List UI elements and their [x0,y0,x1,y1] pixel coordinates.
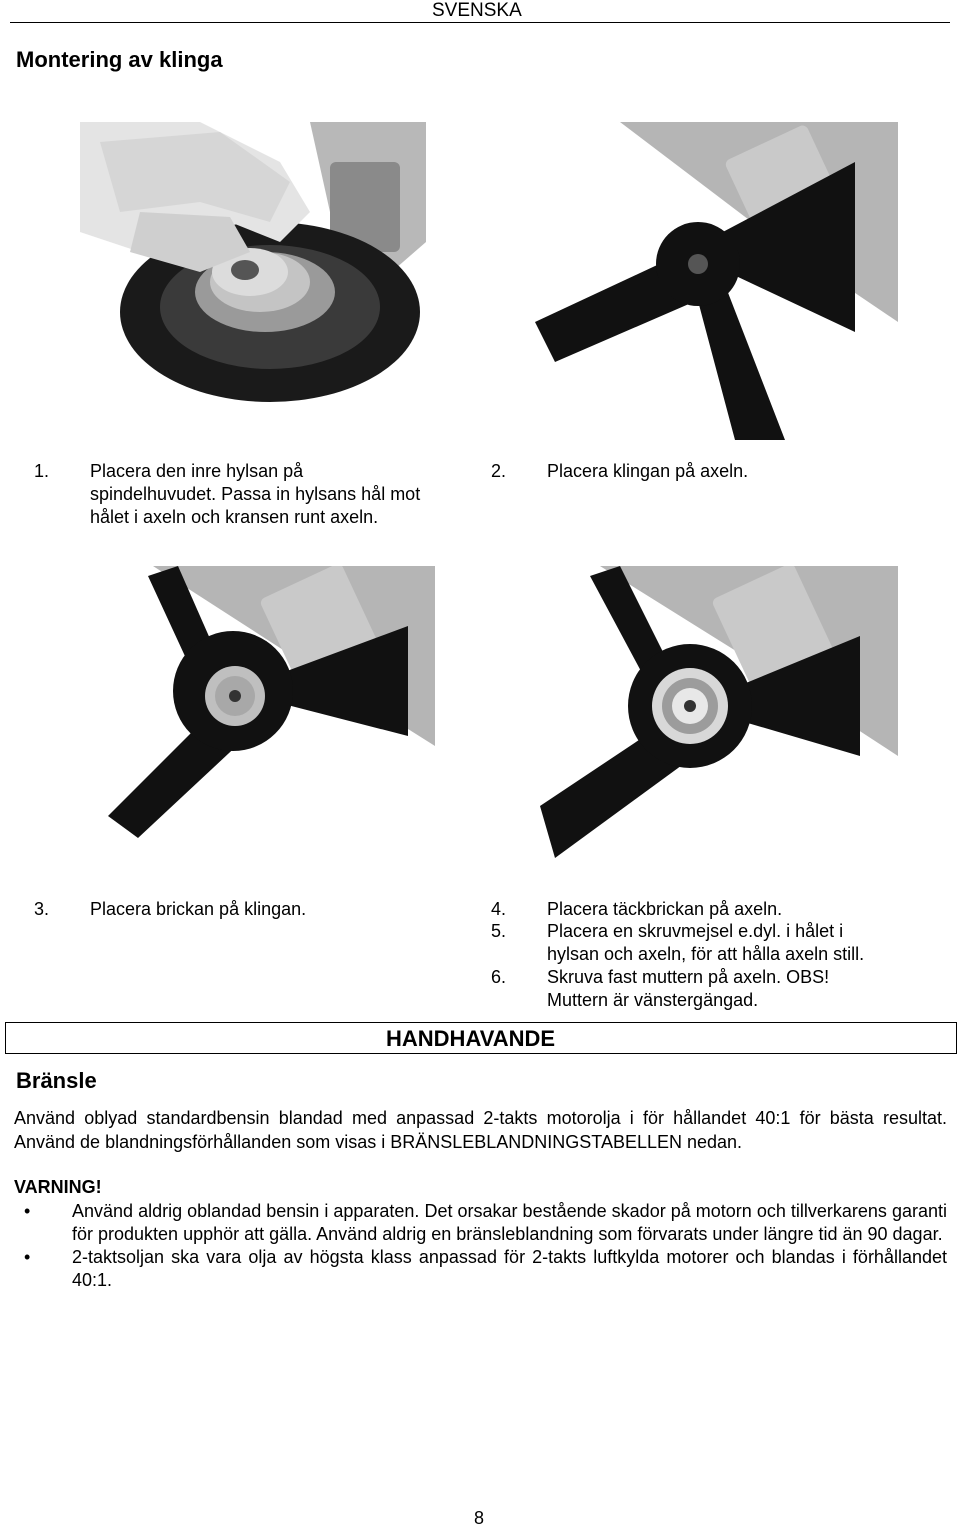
header-divider [10,22,950,23]
step-text-line: Placera klingan på axeln. [547,461,749,481]
bullet-icon: • [24,1247,31,1267]
step-number: 2. [491,461,507,481]
step-number: 6. [491,967,507,987]
photo-blade-on-shaft [535,122,898,440]
step-text-line: hålet i axeln och kransen runt axeln. [90,507,379,527]
step-number: 1. [34,461,50,481]
photo-cover-washer [540,566,898,858]
step-2 [491,460,911,484]
step-text-line: Placera täckbrickan på axeln. [547,899,783,919]
bullet-icon: • [24,1201,31,1221]
step-text-line: Skruva fast muttern på axeln. OBS! [547,967,830,987]
step-text-line: spindelhuvudet. Passa in hylsans hål mot [90,484,421,504]
step-number: 4. [491,899,507,919]
step-1 [34,460,454,532]
photo-washer-on-blade [108,566,435,838]
step-number: 3. [34,899,50,919]
fuel-paragraph: Använd oblyad standardbensin blandad med anpassad 2-takts motorolja i för hållandet 40:1 för bästa resultat. Använd de blandningsförhållanden som visas i BRÄNSLEBLANDNINGSTABELLEN nedan. [14,1108,947,1152]
section-heading-mounting: Montering av klinga [16,47,223,72]
step-text-line: Placera den inre hylsan på [90,461,304,481]
step-5 [491,920,931,968]
page-number: 8 [474,1508,485,1528]
step-4 [491,898,931,922]
list-item [14,1246,947,1292]
header-language: SVENSKA [432,0,522,21]
list-item [14,1200,947,1246]
step-text-line: Placera brickan på klingan. [90,899,307,919]
step-6 [491,966,931,1014]
photo-inner-sleeve [80,122,426,414]
warning-label: VARNING! [14,1177,102,1197]
section-heading-fuel: Bränsle [16,1068,97,1093]
list-item-text: 2-taktsoljan ska vara olja av högsta klass anpassad för 2-takts luftkylda motorer och blandas i förhållandet 40:1. [72,1247,947,1290]
step-text-line: Placera en skruvmejsel e.dyl. i hålet i [547,921,844,941]
section-title-handhavande: HANDHAVANDE [386,1026,556,1051]
step-text-line: Muttern är vänstergängad. [547,990,759,1010]
list-item-text: Använd aldrig oblandad bensin i apparaten. Det orsakar bestående skador på motorn och tillverkarens garanti för produkten upphör att gälla. Använd aldrig en bränsleblandning som förvarats under längre tid än 90 dagar. [72,1201,947,1244]
step-text-line: hylsan och axeln, för att hålla axeln still. [547,944,865,964]
step-3 [34,898,454,922]
warning-list [14,1200,947,1292]
step-number: 5. [491,921,507,941]
